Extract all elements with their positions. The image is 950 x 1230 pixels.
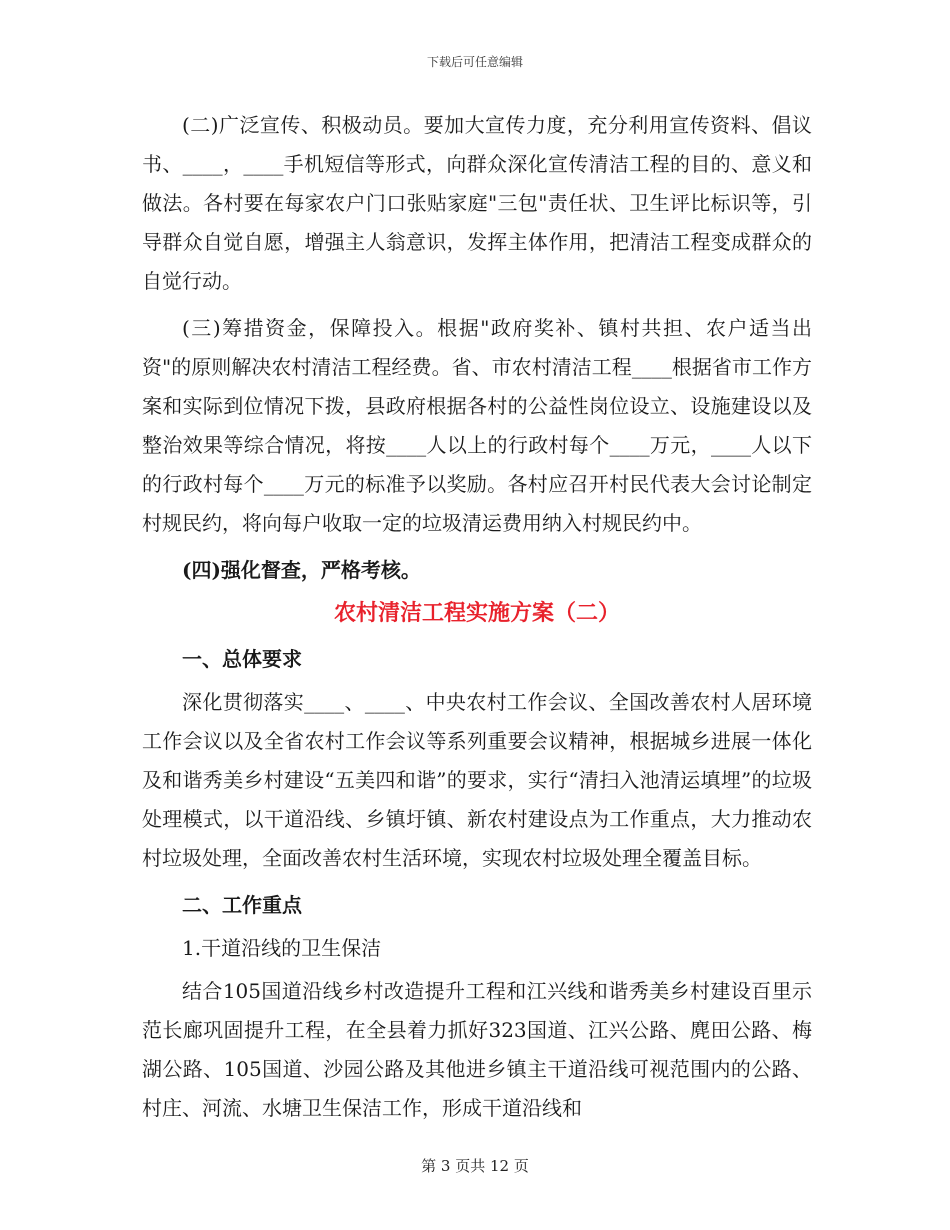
paragraph-road-cleaning: 结合105国道沿线乡村改造提升工程和江兴线和谐秀美乡村建设百里示范长廊巩固提升工程，在全县着力抓好323国道、江兴公路、麂田公路、梅湖公路、105国道、沙园公路及其他进乡镇主干道沿线可视范围内的公路、村庄、河流、水塘卫生保洁工作，形成干道沿线和 — [142, 979, 812, 1120]
section-heading-work-focus: 二、工作重点 — [182, 893, 302, 917]
paragraph-funding: (三)筹措资金，保障投入。根据"政府奖补、镇村共担、农户适当出资"的原则解决农村清洁工程经费。省、市农村清洁工程____根据省市工作方案和实际到位情况下拨，县政府根据各村的公益性岗位设立、设施建设以及整治效果等综合情况，将按____人以上的行政村每个____万元，____人以下的行政村每个____万元的标准予以奖励。各村应召开村民代表大会讨论制定村规民约，将向每户收取一定的垃圾清运费用纳入村规民约中。 — [142, 316, 812, 535]
paragraph-publicity: (二)广泛宣传、积极动员。要加大宣传力度，充分利用宣传资料、倡议书、____，____手机短信等形式，向群众深化宣传清洁工程的目的、意义和做法。各村要在每家农户门口张贴家庭"三包"责任状、卫生评比标识等，引导群众自觉自愿，增强主人翁意识，发挥主体作用，把清洁工程变成群众的自觉行动。 — [142, 113, 812, 293]
section-heading-overall-requirements: 一、总体要求 — [182, 647, 302, 671]
page-footer: 第 3 页共 12 页 — [421, 1157, 529, 1175]
heading-supervision: (四)强化督查，严格考核。 — [182, 558, 421, 582]
document-title: 农村清洁工程实施方案（二） — [333, 601, 620, 626]
subheading-road-cleaning: 1.干道沿线的卫生保洁 — [182, 936, 382, 960]
paragraph-overall-requirements: 深化贯彻落实____、____、中央农村工作会议、全国改善农村人居环境工作会议以及全省农村工作会议等系列重要会议精神，根据城乡进展一体化及和谐秀美乡村建设“五美四和谐”的要求，实行“清扫入池清运填埋”的垃圾处理模式，以干道沿线、乡镇圩镇、新农村建设点为工作重点，大力推动农村垃圾处理，全面改善农村生活环境，实现农村垃圾处理全覆盖目标。 — [142, 690, 812, 870]
document-body — [142, 106, 812, 1136]
page-header: 下载后可任意编辑 — [426, 55, 523, 69]
